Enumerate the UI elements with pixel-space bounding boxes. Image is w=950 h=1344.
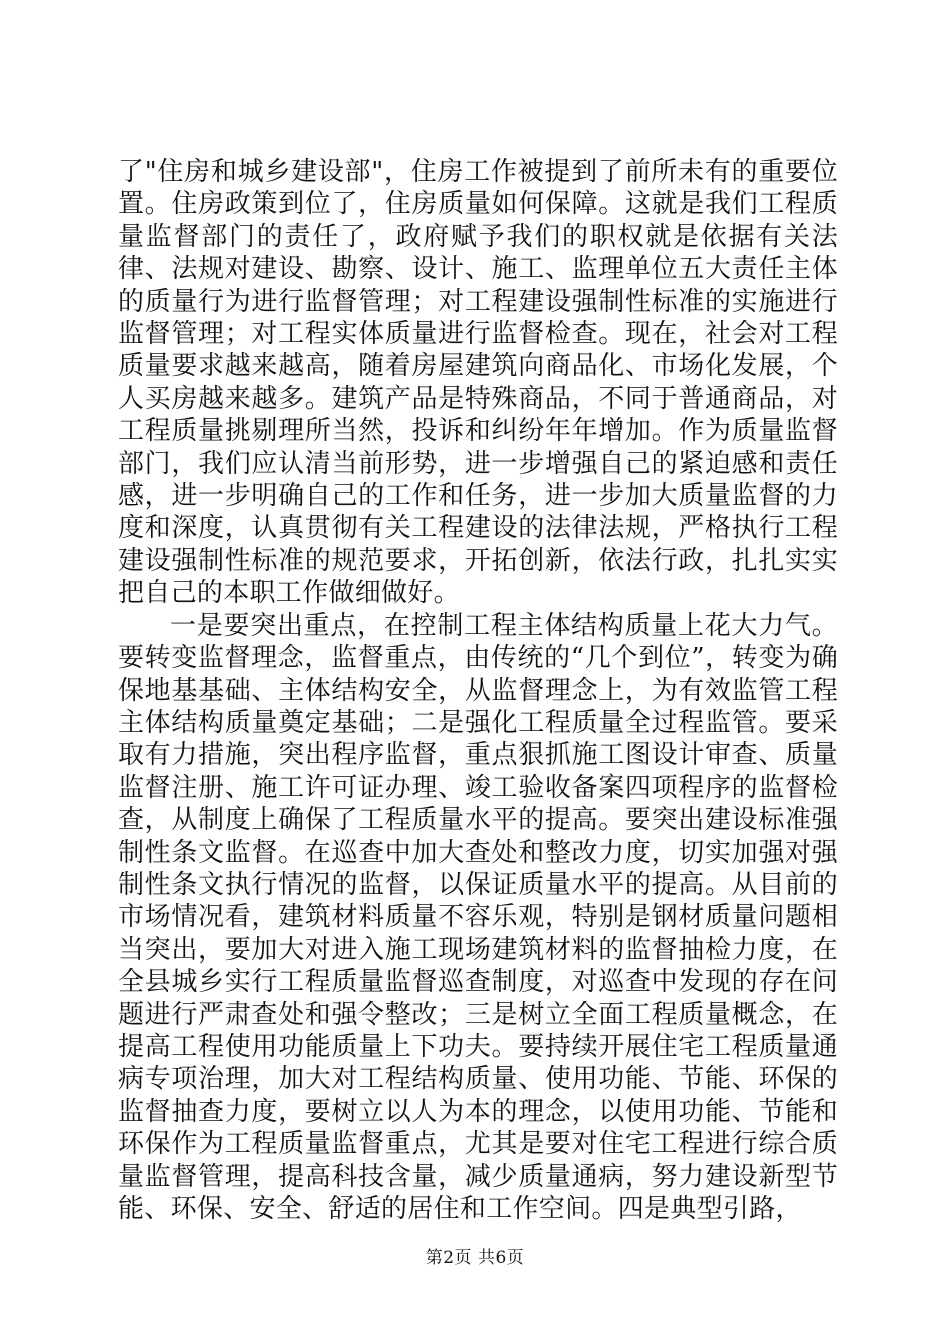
paragraph-key-points: 一是要突出重点，在控制工程主体结构质量上花大力气。要转变监督理念，监督重点，由传统的“几个到位”，转变为确保地基基础、主体结构安全，从监督理念上，为有效监管工程主体结构质量奠定基础；二是强化工程质量全过程监管。要采取有力措施，突出程序监督，重点狠抓施工图设计审查、质量监督注册、施工许可证办理、竣工验收备案四项程序的监督检查，从制度上确保了工程质量水平的提高。要突出建设标准强制性条文监督。在巡查中加大查处和整改力度，切实加强对强制性条文执行情况的监督，以保证质量水平的提高。从目前的市场情况看，建筑材料质量不容乐观，特别是钢材质量问题相当突出，要加大对进入施工现场建筑材料的监督抽检力度，在全县城乡实行工程质量监督巡查制度，对巡查中发现的存在问题进行严肃查处和强令整改；三是树立全面工程质量概念，在提高工程使用功能质量上下功夫。要持续开展住宅工程质量通病专项治理，加大对工程结构质量、使用功能、节能、环保的监督抽查力度，要树立以人为本的理念，以使用功能、节能和环保作为工程质量监督重点，尤其是要对住宅工程进行综合质量监督管理，提高科技含量，减少质量通病，努力建设新型节能、环保、安全、舒适的居住和工作空间。四是典型引路， (118, 610, 839, 1224)
paragraph-continuation: 了"住房和城乡建设部"，住房工作被提到了前所未有的重要位置。住房政策到位了，住房质量如何保障。这就是我们工程质量监督部门的责任了，政府赋予我们的职权就是依据有关法律、法规对建设、勘察、设计、施工、监理单位五大责任主体的质量行为进行监督管理；对工程建设强制性标准的实施进行监督管理；对工程实体质量进行监督检查。现在，社会对工程质量要求越来越高，随着房屋建筑向商品化、市场化发展，个人买房越来越多。建筑产品是特殊商品，不同于普通商品，对工程质量挑剔理所当然，投诉和纠纷年年增加。作为质量监督部门，我们应认清当前形势，进一步增强自己的紧迫感和责任感，进一步明确自己的工作和任务，进一步加大质量监督的力度和深度，认真贯彻有关工程建设的法律法规，严格执行工程建设强制性标准的规范要求，开拓创新，依法行政，扎扎实实把自己的本职工作做细做好。 (118, 157, 838, 609)
document-body (118, 156, 838, 1225)
page-footer: 第2页 共6页 (425, 1248, 525, 1268)
